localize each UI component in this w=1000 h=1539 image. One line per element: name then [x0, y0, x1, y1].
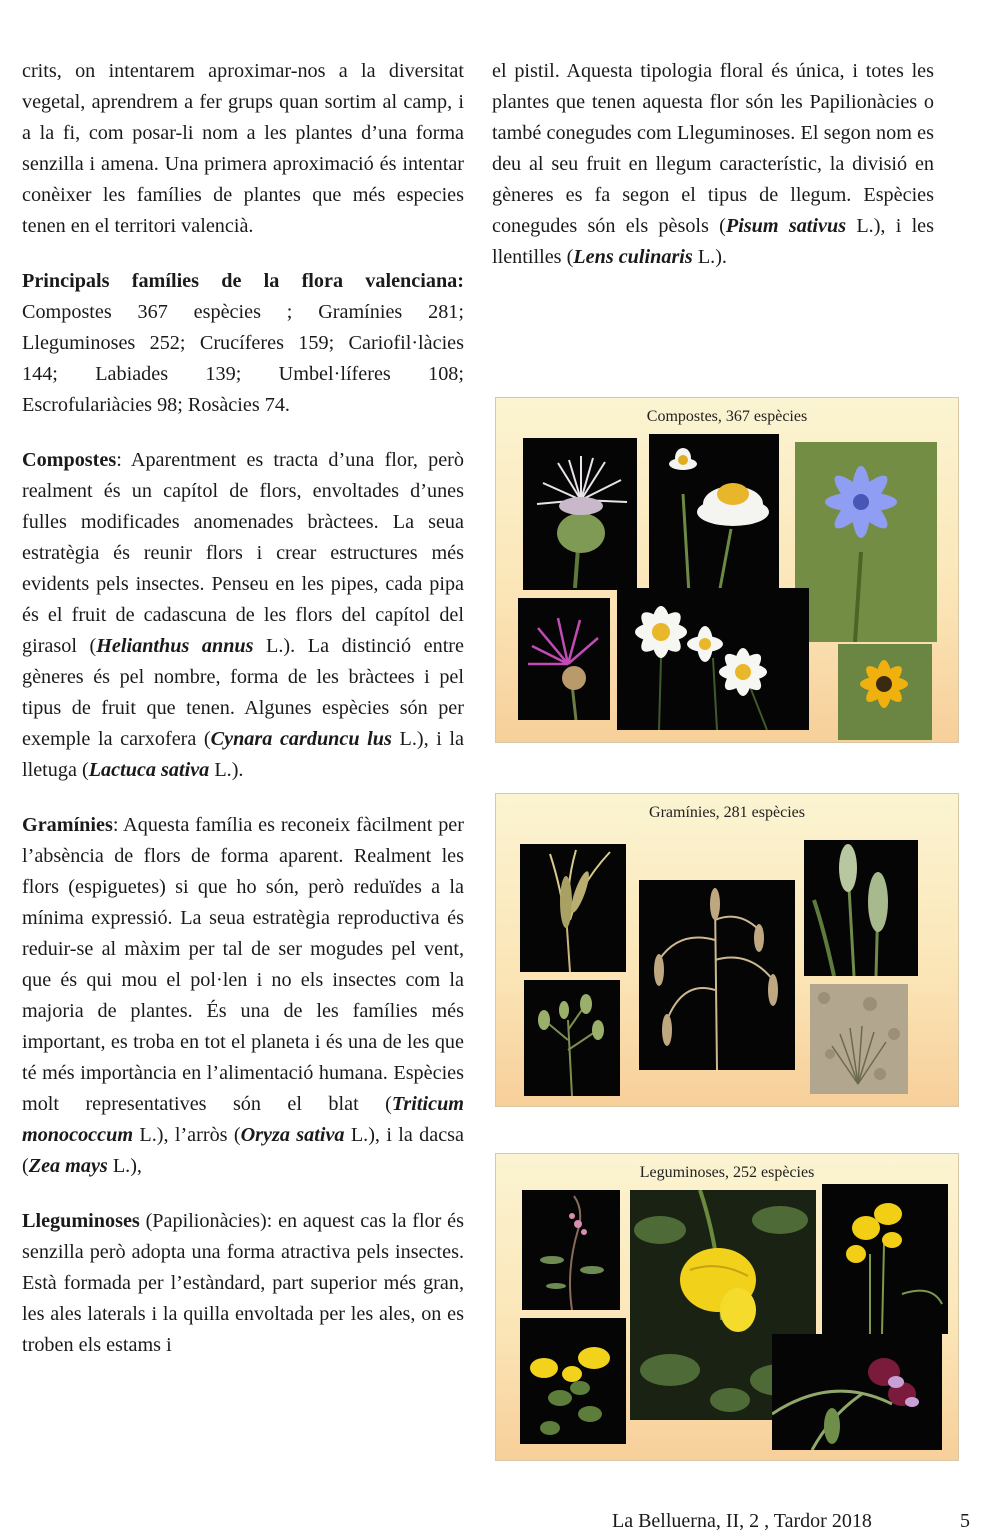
principals-heading: Principals famílies de la flora valenciana:: [22, 270, 464, 292]
photo-centaurea-purple: [518, 598, 610, 720]
page-number: 5: [960, 1510, 970, 1532]
species-name: Lactuca sativa: [88, 759, 210, 781]
graminies-plate: [495, 793, 959, 1107]
photo-daisies: [617, 588, 809, 730]
compostes-heading: Compostes: [22, 449, 117, 471]
photo-yellow-composite: [838, 644, 932, 740]
compostes-plate: [495, 397, 959, 743]
species-name: Zea mays: [28, 1155, 108, 1177]
footer-citation: La Belluerna, II, 2 , Tardor 2018: [612, 1510, 872, 1532]
photo-barley-grass: [520, 844, 626, 972]
continued-paragraph: el pistil. Aquesta tipologia floral és única, i totes les plantes que tenen aquesta flor són les Papilionàcies o també conegudes com Lleguminoses. El segon nom es deu al seu fruit en llegum característic, la divisió en gèneres es fa segon el tipus de llegum. Espècies conegudes són els pèsols (Pisum sativus L.), i les llentilles (Lens culinaris L.).: [492, 60, 934, 268]
graminies-paragraph: Gramínies: Aquesta família es reconeix fàcilment per l’absència de flors de forma aparent. Realment les flors (espiguetes) si que ho són, però reduïdes a la mínima expressió. La seua estratègia reproductiva és reduir-se al màxim per tal de ser mogudes pel vent, que és qui mou el pol·len i no els insectes com la majoria de plantes. És una de les famílies més important, es troba en tot el planeta i és una de les que té més importància en l’alimentació humana. Espècies molt representatives són el blat (Triticum monococcum L.), l’arròs (Oryza sativa L.), i la dacsa (Zea mays L.),: [22, 814, 464, 1177]
species-name: Pisum sativus: [725, 215, 847, 237]
photo-phleum: [804, 840, 918, 976]
plate-title: Leguminoses, 252 espècies: [639, 1164, 815, 1181]
plate-title: Compostes, 367 espècies: [646, 408, 808, 425]
principals-paragraph: Principals famílies de la flora valenciana: Compostes 367 espècies ; Gramínies 281; Lleguminoses 252; Crucíferes 159; Cariofil·làcies 144; Labiades 139; Umbel·líferes 108; Escrofulariàcies 98; Rosàcies 74.: [22, 270, 464, 416]
photo-thistle-white: [523, 438, 637, 590]
species-name: Triticum monococcum: [22, 1093, 464, 1146]
photo-chamomile: [649, 434, 779, 596]
photo-astragalus: [522, 1190, 620, 1310]
species-name: Helianthus annus: [96, 635, 254, 657]
photo-lathyrus: [772, 1334, 942, 1450]
species-name: Cynara carduncu lus: [210, 728, 392, 750]
right-column: [492, 56, 934, 297]
photo-lotus: [520, 1318, 626, 1444]
photo-coronilla: [822, 1184, 948, 1334]
photo-bromus: [639, 880, 795, 1070]
intro-paragraph: crits, on intentarem aproximar-nos a la diversitat vegetal, aprendrem a fer grups quan sortim al camp, i a la fi, com posar-li nom a les plantes d’una forma senzilla i amena. Una primera aproximació és intentar conèixer les famílies de plantes que més especies tenen en el territori valencià.: [22, 60, 464, 237]
photo-oat-grass: [524, 980, 620, 1096]
photo-chicory: [795, 442, 937, 642]
left-column: [22, 56, 464, 1385]
species-name: Oryza sativa: [240, 1124, 345, 1146]
species-name: Lens culinaris: [573, 246, 693, 268]
graminies-heading: Gramínies: [22, 814, 113, 836]
lleguminoses-heading: Lleguminoses: [22, 1210, 140, 1232]
lleguminoses-paragraph: Lleguminoses (Papilionàcies): en aquest cas la flor és senzilla però adopta una forma atractiva pels insectes. Està formada per l’estàndard, part superior més gran, les ales laterals i la quilla envoltada per les ales, on es troben els estams i: [22, 1210, 464, 1356]
lleguminoses-plate: [495, 1153, 959, 1461]
compostes-paragraph: Compostes: Aparentment es tracta d’una flor, però realment és un capítol de flors, envoltades d’unes fulles modificades anomenades bràctees. La seua estratègia és reunir flors i crear estructures més evidents pels insectes. Penseu en les pipes, cada pipa és el fruit de cadascuna de les flors del capítol del girasol (Helianthus annus L.). La distinció entre gèneres és pel nombre, forma de les bràctees i pel tipus de fruit que tenen. Algunes espècies són per exemple la carxofera (Cynara carduncu lus L.), i la lletuga (Lactuca sativa L.).: [22, 449, 464, 781]
photo-grass-tuft: [810, 984, 908, 1094]
plate-title: Gramínies, 281 espècies: [649, 804, 805, 821]
